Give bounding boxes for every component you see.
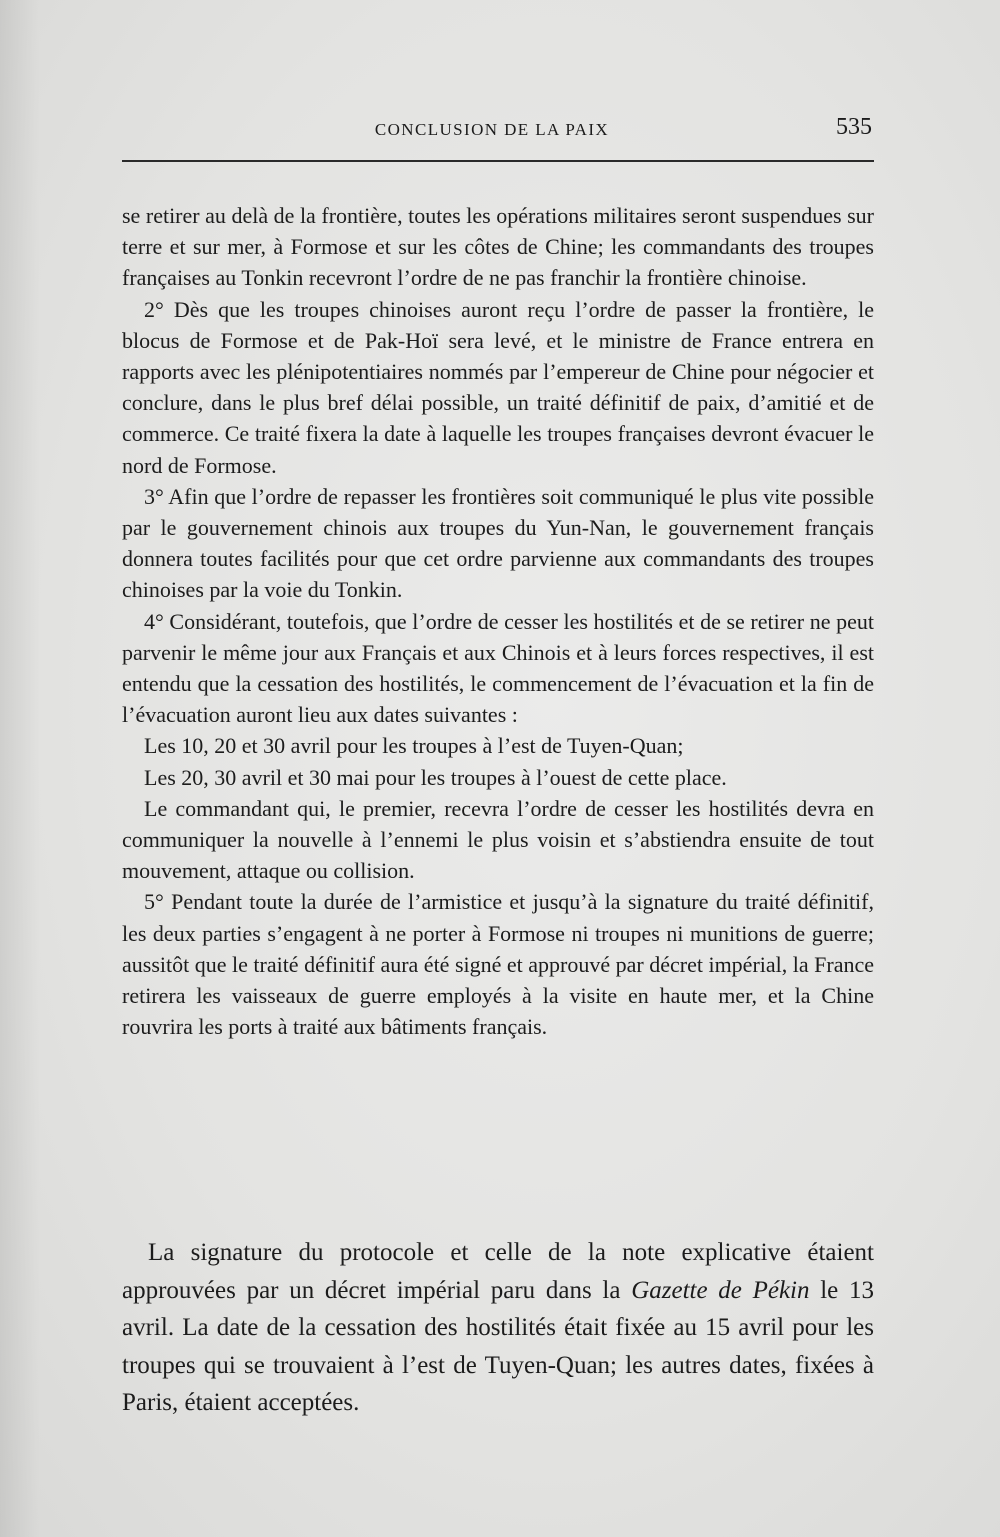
article-paragraph-5: 5° Pendant toute la durée de l’armistice et jusqu’à la signature du traité définitif, les deux parties s’engagent à ne porter à Formose ni troupes ni munitions de guerre; aussitôt que le traité définitif aura été signé et approuvé par décret impérial, la France retirera les vaisseaux de guerre employés à la visite en haute mer, et la Chine rouvrira les ports à traité aux bâtiments français. <box>122 889 874 1040</box>
narrative-paragraph <box>122 1234 874 1422</box>
article-paragraph-4: 4° Considérant, toutefois, que l’ordre de cesser les hostilités et de se retirer ne peut parvenir le même jour aux Français et aux Chinois et à leurs forces respectives, il est entendu que la cessation des hostilités, le commencement de l’évacuation et la fin de l’évacuation auront lieu aux dates suivantes : <box>122 608 874 728</box>
narrative-before-italic: La signature du protocole et celle de la note explicative étaient approuvées par un décret impérial paru dans la <box>122 1239 874 1304</box>
narrative-after-italic: le 13 avril. La date de la cessation des hostilités était fixée au 15 avril pour les troupes qui se trouvaient à l’est de Tuyen-Quan; les autres dates, fixées à Paris, étaient acceptées. <box>122 1276 875 1416</box>
narrative-text <box>122 1234 874 1422</box>
running-head <box>122 114 872 144</box>
article-paragraph-2: 2° Dès que les troupes chinoises auront reçu l’ordre de passer la frontière, le blocus de Formose et de Pak-Hoï sera levé, et le ministre de France entrera en rapports avec les plénipotentiaires nommés par l’empereur de Chine pour négocier et conclure, dans le plus bref délai possible, un traité définitif de paix, d’amitié et de commerce. Ce traité fixera la date à laquelle les troupes françaises devront évacuer le nord de Formose. <box>122 296 874 478</box>
page-edge-shadow <box>0 0 40 1537</box>
running-title: CONCLUSION DE LA PAIX <box>374 120 610 139</box>
article-dates-east: Les 10, 20 et 30 avril pour les troupes à l’est de Tuyen-Quan; <box>144 733 684 759</box>
article-paragraph-3: 3° Afin que l’ordre de repasser les frontières soit communiqué le plus vite possible par le gouvernement chinois aux troupes du Yun-Nan, le gouvernement français donnera toutes facilités pour que cet ordre parvienne aux commandants des troupes chinoises par la voie du Tonkin. <box>122 483 874 603</box>
article-paragraph-continued: se retirer au delà de la frontière, toutes les opérations militaires seront suspendues sur terre et sur mer, à Formose et sur les côtes de Chine; les commandants des troupes françaises au Tonkin recevront l’ordre de ne pas franchir la frontière chinoise. <box>122 203 874 291</box>
article-commander-note: Le commandant qui, le premier, recevra l’ordre de cesser les hostilités devra en communiquer la nouvelle à l’ennemi le plus voisin et s’abstiendra ensuite de tout mouvement, attaque ou collision. <box>122 795 874 884</box>
article-dates-west: Les 20, 30 avril et 30 mai pour les troupes à l’ouest de cette place. <box>144 764 727 790</box>
header-rule <box>122 160 874 162</box>
page-number: 535 <box>836 114 872 140</box>
treaty-articles <box>122 200 874 1042</box>
gazette-title: Gazette de Pékin <box>631 1276 810 1304</box>
